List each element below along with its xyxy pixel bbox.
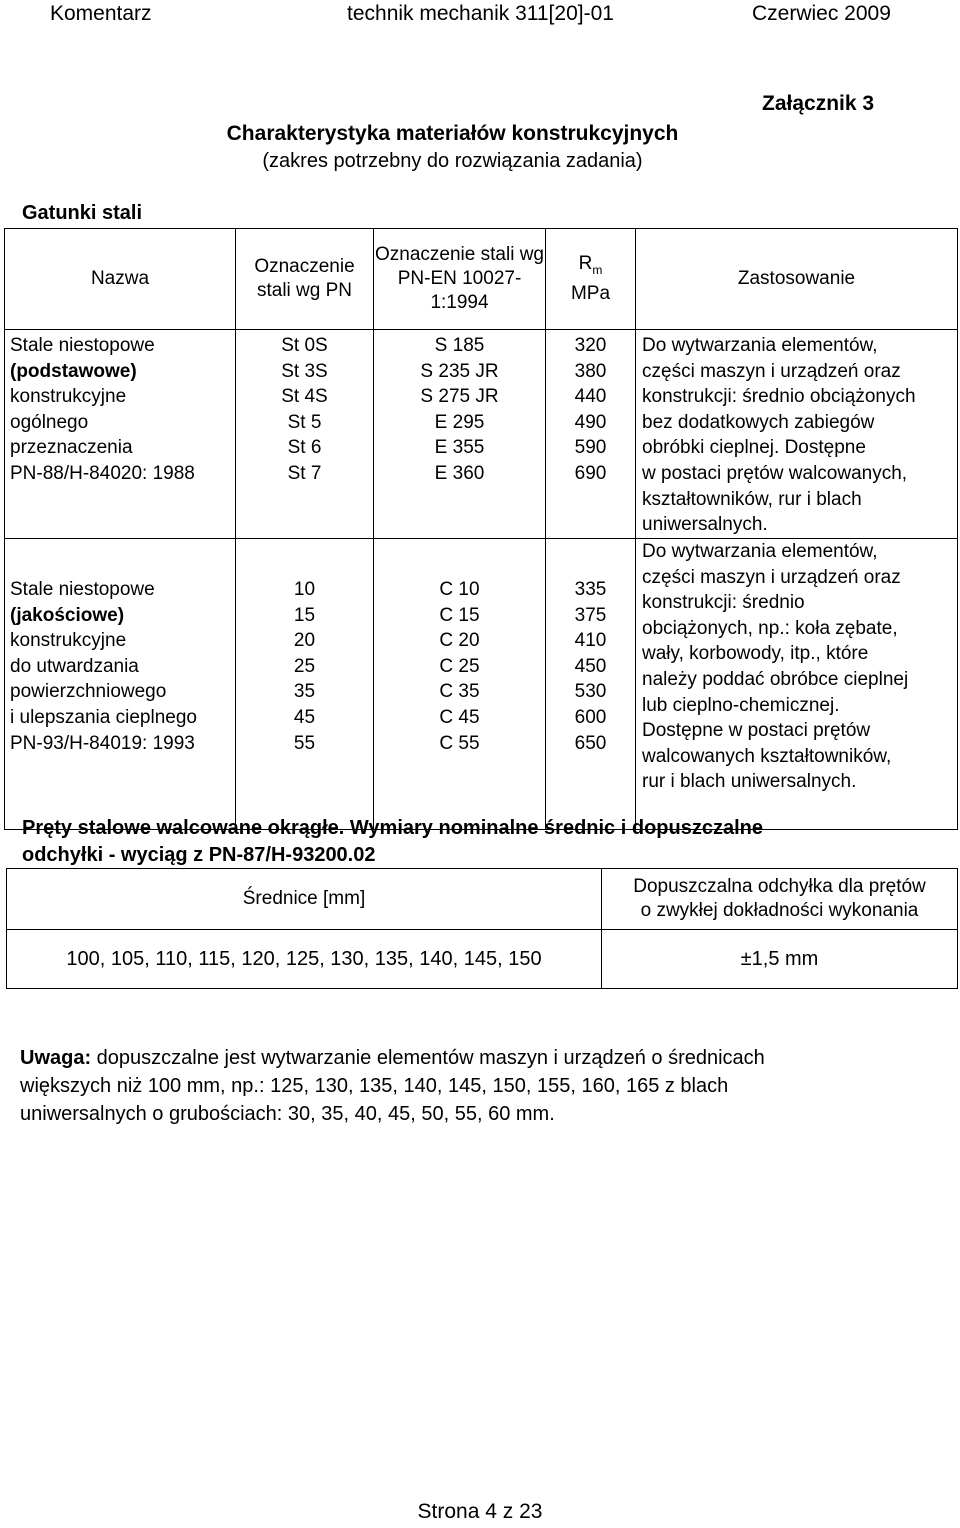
cell-rm-line: 650 [574, 732, 607, 754]
cell-pn-en-line: E 295 [434, 411, 485, 433]
cell-pn-line: St 4S [281, 386, 328, 408]
note-label: Uwaga: [20, 1047, 92, 1069]
col-header-diameters: Średnice [mm] [7, 869, 602, 930]
cell-application-line: konstrukcji: średnio [642, 592, 805, 614]
cell-pn-en [374, 330, 546, 539]
cell-rm-line: 380 [574, 360, 607, 382]
cell-application-line: bez dodatkowych zabiegów [642, 411, 875, 433]
col-header-application: Zastosowanie [636, 229, 958, 330]
cell-name-line: powierzchniowego [10, 681, 167, 703]
table-header-row [7, 869, 958, 930]
header-right: Czerwiec 2009 [752, 2, 891, 25]
cell-pn-line: St 3S [281, 360, 328, 382]
cell-rm [546, 330, 636, 539]
cell-name-line: Stale niestopowe [10, 579, 155, 600]
cell-application [636, 330, 958, 539]
page-number: Strona 4 z 23 [417, 1500, 543, 1523]
cell-rm-line: 490 [574, 411, 607, 433]
cell-pn-en-line: S 185 [434, 335, 485, 356]
cell-name-line: przeznaczenia [10, 437, 133, 459]
cell-pn-line: 10 [293, 579, 316, 600]
rods-heading-line1: Pręty stalowe walcowane okrągłe. Wymiary nominalne średnic i dopuszczalne [22, 817, 763, 839]
cell-application-line: części maszyn i urządzeń oraz [642, 566, 901, 588]
cell-name-line: (podstawowe) [10, 360, 137, 382]
cell-pn-en-line: E 355 [434, 437, 485, 459]
cell-rm-line: 440 [574, 386, 607, 408]
cell-name-line: i ulepszania cieplnego [10, 706, 197, 728]
header-left: Komentarz [50, 2, 152, 25]
cell-pn-en-line: C 35 [439, 681, 480, 703]
cell-pn-line: 25 [293, 655, 316, 677]
tolerance-header-line2: o zwykłej dokładności wykonania [640, 900, 919, 921]
cell-name-line: konstrukcyjne [10, 630, 127, 652]
note-line3: uniwersalnych o grubościach: 30, 35, 40, 45, 50, 55, 60 mm. [20, 1103, 555, 1125]
rm-unit: MPa [570, 282, 611, 304]
cell-pn-line: St 5 [287, 411, 322, 433]
cell-name-line: konstrukcyjne [10, 386, 127, 408]
cell-pn-en-line: S 235 JR [420, 360, 499, 382]
cell-pn-en-line: C 45 [439, 706, 480, 728]
cell-name-line: PN-93/H-84019: 1993 [10, 732, 195, 754]
cell-application-line: Dostępne w postaci prętów [642, 720, 871, 742]
tolerance-cell: ±1,5 mm [602, 930, 958, 989]
cell-application-line: części maszyn i urządzeń oraz [642, 360, 901, 382]
cell-application-line: kształtowników, rur i blach [642, 488, 862, 510]
cell-name-line: (jakościowe) [10, 604, 125, 626]
cell-name-line: do utwardzania [10, 655, 139, 677]
cell-application-line: w postaci prętów walcowanych, [642, 462, 908, 484]
col-header-name: Nazwa [5, 229, 236, 330]
cell-rm-line: 590 [574, 437, 607, 459]
cell-rm-line: 335 [574, 579, 607, 600]
cell-application-line: konstrukcji: średnio obciążonych [642, 386, 916, 408]
cell-pn-en-line: C 10 [439, 579, 480, 600]
cell-pn-en-line: C 15 [439, 604, 480, 626]
cell-application-line: uniwersalnych. [642, 514, 768, 536]
note [20, 1044, 920, 1128]
cell-pn-line: 35 [293, 681, 316, 703]
cell-rm [546, 539, 636, 830]
cell-application-line: obciążonych, np.: koła zębate, [642, 617, 898, 639]
cell-rm-line: 600 [574, 706, 607, 728]
cell-rm-line: 410 [574, 630, 607, 652]
cell-name-line: ogólnego [10, 411, 89, 433]
cell-name-line: Stale niestopowe [10, 335, 155, 356]
cell-pn-line: 20 [293, 630, 316, 652]
cell-pn-en-line: C 25 [439, 655, 480, 677]
diameters-cell: 100, 105, 110, 115, 120, 125, 130, 135, 140, 145, 150 [7, 930, 602, 989]
col-header-pn: Oznaczenie stali wg PN [236, 229, 374, 330]
cell-application-line: rur i blach uniwersalnych. [642, 771, 857, 793]
col-header-pn-en: Oznaczenie stali wg PN-EN 10027-1:1994 [374, 229, 546, 330]
cell-pn [236, 539, 374, 830]
cell-pn-line: St 0S [281, 335, 328, 356]
rm-symbol: R [578, 253, 593, 275]
cell-pn-en-line: S 275 JR [420, 386, 499, 408]
cell-name-line: PN-88/H-84020: 1988 [10, 462, 195, 484]
table-row [5, 539, 958, 830]
table-row [7, 930, 958, 989]
note-line1: dopuszczalne jest wytwarzanie elementów maszyn i urządzeń o średnicach [91, 1047, 765, 1069]
cell-application-line: Do wytwarzania elementów, [642, 335, 878, 356]
cell-pn [236, 330, 374, 539]
cell-application-line: lub cieplno-chemicznej. [642, 694, 840, 716]
rods-heading [22, 815, 763, 869]
rm-subscript: m [592, 262, 603, 277]
cell-rm-line: 530 [574, 681, 607, 703]
col-header-rm [546, 229, 636, 330]
rods-heading-line2: odchyłki - wyciąg z PN-87/H-93200.02 [22, 844, 376, 866]
tolerance-header-line1: Dopuszczalna odchyłka dla prętów [633, 876, 926, 897]
page-title: Charakterystyka materiałów konstrukcyjnych [226, 122, 679, 145]
cell-pn-line: 45 [293, 706, 316, 728]
cell-pn-line: St 7 [287, 462, 322, 484]
cell-pn-en [374, 539, 546, 830]
header-center: technik mechanik 311[20]-01 [347, 2, 614, 25]
cell-pn-en-line: C 20 [439, 630, 480, 652]
cell-application-line: wały, korbowody, itp., które [642, 643, 869, 665]
cell-application-line: walcowanych kształtowników, [642, 745, 892, 767]
table-row [5, 330, 958, 539]
steel-grades-heading: Gatunki stali [22, 202, 143, 224]
cell-name [5, 539, 236, 830]
steel-grades-table [4, 228, 958, 830]
cell-application-line: należy poddać obróbce cieplnej [642, 668, 909, 690]
rods-table [6, 868, 958, 989]
annex-label: Załącznik 3 [762, 92, 875, 115]
table-header-row [5, 229, 958, 330]
page-subtitle: (zakres potrzebny do rozwiązania zadania) [262, 150, 643, 172]
cell-rm-line: 320 [574, 335, 607, 356]
cell-pn-line: 55 [293, 732, 316, 754]
cell-name [5, 330, 236, 539]
cell-rm-line: 375 [574, 604, 607, 626]
cell-pn-en-line: E 360 [434, 462, 485, 484]
cell-pn-line: St 6 [287, 437, 322, 459]
cell-pn-en-line: C 55 [439, 732, 480, 754]
cell-rm-line: 450 [574, 655, 607, 677]
cell-rm-line: 690 [574, 462, 607, 484]
cell-application-line: Do wytwarzania elementów, [642, 541, 878, 562]
cell-pn-line: 15 [293, 604, 316, 626]
note-line2: większych niż 100 mm, np.: 125, 130, 135, 140, 145, 150, 155, 160, 165 z blach [20, 1075, 729, 1097]
cell-application [636, 539, 958, 830]
col-header-tolerance [602, 869, 958, 930]
cell-application-line: obróbki cieplnej. Dostępne [642, 437, 866, 459]
